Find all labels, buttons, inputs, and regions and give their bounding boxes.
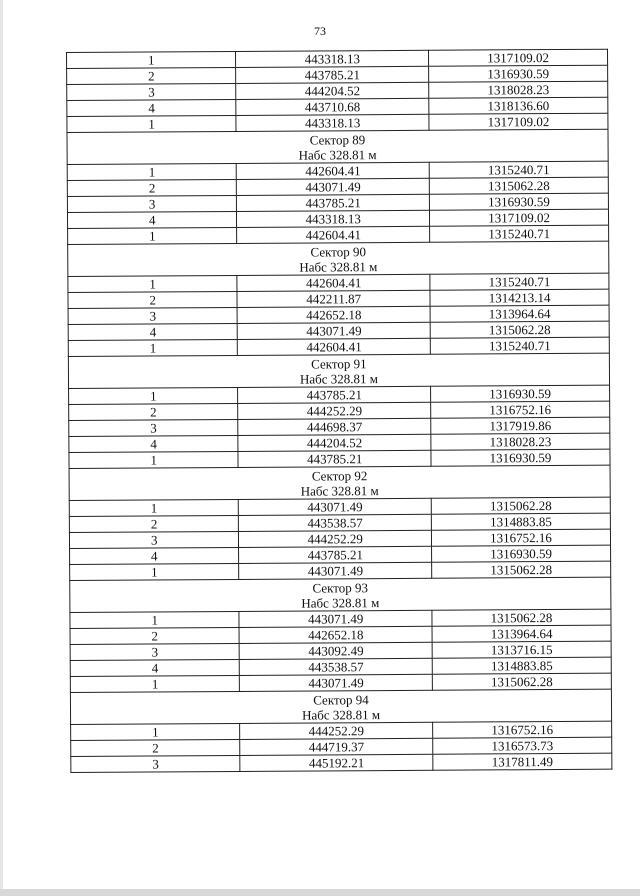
coord-y-cell: 1315240.71 xyxy=(430,225,609,242)
coord-x-cell: 442652.18 xyxy=(237,306,430,323)
point-number-cell: 3 xyxy=(71,755,241,772)
coord-y-cell: 1318028.23 xyxy=(431,433,610,450)
coord-x-cell: 443071.49 xyxy=(237,178,430,195)
point-number-cell: 3 xyxy=(67,83,237,100)
coord-x-cell: 443071.49 xyxy=(239,498,432,515)
coord-y-cell: 1315062.28 xyxy=(432,561,611,578)
point-number-cell: 1 xyxy=(68,275,238,292)
coord-y-cell: 1315062.28 xyxy=(432,673,611,690)
coord-x-cell: 443538.57 xyxy=(240,658,433,675)
coord-y-cell: 1318028.23 xyxy=(429,81,608,98)
coord-x-cell: 443318.13 xyxy=(236,114,429,131)
coord-y-cell: 1313964.64 xyxy=(432,625,611,642)
point-number-cell: 3 xyxy=(69,531,239,548)
point-number-cell: 1 xyxy=(70,611,240,628)
coord-y-cell: 1317109.02 xyxy=(430,209,609,226)
coord-x-cell: 445192.21 xyxy=(240,754,433,771)
coord-y-cell: 1316752.16 xyxy=(432,529,611,546)
coord-y-cell: 1316930.59 xyxy=(431,385,610,402)
coord-x-cell: 444698.37 xyxy=(238,418,431,435)
coord-y-cell: 1314883.85 xyxy=(432,657,611,674)
point-number-cell: 2 xyxy=(71,739,241,756)
point-number-cell: 4 xyxy=(67,211,237,228)
coord-x-cell: 444252.29 xyxy=(239,530,432,547)
coord-x-cell: 444252.29 xyxy=(240,722,433,739)
coord-x-cell: 443071.49 xyxy=(239,610,432,627)
sector-header-row xyxy=(70,577,611,612)
coord-x-cell: 444204.52 xyxy=(236,82,429,99)
sector-header-row xyxy=(68,241,609,276)
coord-x-cell: 443071.49 xyxy=(239,562,432,579)
coord-x-cell: 442211.87 xyxy=(237,290,430,307)
point-number-cell: 3 xyxy=(67,195,237,212)
coord-x-cell: 443071.49 xyxy=(238,322,431,339)
sector-height: Набс 328.81 м xyxy=(301,594,380,611)
sector-header xyxy=(70,577,611,612)
coord-x-cell: 443785.21 xyxy=(238,386,431,403)
coord-x-cell: 444204.52 xyxy=(238,434,431,451)
coord-x-cell: 443710.68 xyxy=(236,98,429,115)
sector-title: Сектор 94 xyxy=(313,691,369,708)
sector-height: Набс 328.81 м xyxy=(298,146,377,163)
point-number-cell: 1 xyxy=(67,115,237,132)
point-number-cell: 2 xyxy=(68,291,238,308)
point-number-cell: 1 xyxy=(70,563,240,580)
coord-x-cell: 443318.13 xyxy=(237,210,430,227)
coord-x-cell: 442604.41 xyxy=(237,274,430,291)
point-number-cell: 2 xyxy=(67,179,237,196)
coord-y-cell: 1315240.71 xyxy=(430,337,609,354)
point-number-cell: 3 xyxy=(69,419,239,436)
sector-header-row xyxy=(69,465,610,500)
coord-y-cell: 1316752.16 xyxy=(431,401,610,418)
sector-title: Сектор 89 xyxy=(309,131,366,148)
sector-title: Сектор 90 xyxy=(310,243,367,260)
coord-x-cell: 443092.49 xyxy=(240,642,433,659)
point-number-cell: 3 xyxy=(70,643,240,660)
point-number-cell: 4 xyxy=(69,435,239,452)
point-number-cell: 1 xyxy=(67,163,237,180)
sector-header-row xyxy=(67,129,608,164)
coord-y-cell: 1316930.59 xyxy=(429,65,608,82)
scan-bottom-edge xyxy=(0,889,640,896)
coord-y-cell: 1317109.02 xyxy=(429,113,608,130)
coord-y-cell: 1315240.71 xyxy=(430,273,609,290)
sector-header-row xyxy=(68,353,609,388)
coord-x-cell: 443538.57 xyxy=(239,514,432,531)
coord-x-cell: 442604.41 xyxy=(237,162,430,179)
sector-height: Набс 328.81 м xyxy=(301,706,381,723)
point-number-cell: 4 xyxy=(70,547,240,564)
coord-x-cell: 442652.18 xyxy=(239,626,432,643)
sector-header xyxy=(70,689,611,724)
coord-y-cell: 1315240.71 xyxy=(429,161,608,178)
coord-y-cell: 1315062.28 xyxy=(431,497,610,514)
sector-height: Набс 328.81 м xyxy=(300,482,379,499)
point-number-cell: 2 xyxy=(67,67,237,84)
coord-y-cell: 1316930.59 xyxy=(429,193,608,210)
coord-y-cell: 1317919.86 xyxy=(431,417,610,434)
coord-x-cell: 444719.37 xyxy=(240,738,433,755)
coord-y-cell: 1314213.14 xyxy=(430,289,609,306)
coord-x-cell: 443785.21 xyxy=(237,194,430,211)
point-number-cell: 3 xyxy=(68,307,238,324)
coord-y-cell: 1314883.85 xyxy=(431,513,610,530)
coord-x-cell: 443318.13 xyxy=(236,50,429,67)
point-number-cell: 1 xyxy=(69,387,239,404)
coord-y-cell: 1317109.02 xyxy=(429,49,608,66)
point-number-cell: 4 xyxy=(67,99,237,116)
sector-header xyxy=(67,129,608,164)
point-number-cell: 1 xyxy=(68,227,238,244)
coord-x-cell: 442604.41 xyxy=(238,338,431,355)
coord-x-cell: 444252.29 xyxy=(238,402,431,419)
coord-y-cell: 1316752.16 xyxy=(433,721,612,738)
sector-height: Набс 328.81 м xyxy=(299,370,379,387)
coord-y-cell: 1315062.28 xyxy=(429,177,608,194)
sector-height: Набс 328.81 м xyxy=(299,258,378,275)
coordinates-table xyxy=(66,49,612,773)
sector-header xyxy=(68,241,609,276)
coord-y-cell: 1316930.59 xyxy=(432,545,611,562)
page-number: 73 xyxy=(314,24,326,38)
sector-header xyxy=(69,465,610,500)
point-number-cell: 1 xyxy=(68,339,238,356)
point-number-cell: 2 xyxy=(69,403,239,420)
coord-x-cell: 443071.49 xyxy=(240,674,433,691)
point-number-cell: 1 xyxy=(67,51,237,68)
coord-y-cell: 1316573.73 xyxy=(433,737,612,754)
point-number-cell: 2 xyxy=(69,515,239,532)
coord-x-cell: 443785.21 xyxy=(236,66,429,83)
coord-y-cell: 1313964.64 xyxy=(430,305,609,322)
point-number-cell: 1 xyxy=(70,675,240,692)
table-row xyxy=(71,753,612,772)
point-number-cell: 2 xyxy=(70,627,240,644)
sector-header-row xyxy=(70,689,611,724)
scan-left-edge xyxy=(0,0,3,896)
coord-x-cell: 443785.21 xyxy=(239,546,432,563)
sector-title: Сектор 92 xyxy=(311,467,368,484)
coord-y-cell: 1315062.28 xyxy=(432,609,611,626)
point-number-cell: 1 xyxy=(71,723,241,740)
point-number-cell: 1 xyxy=(69,451,239,468)
sector-title: Сектор 93 xyxy=(312,579,369,596)
coord-x-cell: 443785.21 xyxy=(238,450,431,467)
coord-y-cell: 1313716.15 xyxy=(432,641,611,658)
point-number-cell: 4 xyxy=(70,659,240,676)
coordinates-table-body xyxy=(67,49,612,772)
coord-y-cell: 1316930.59 xyxy=(431,449,610,466)
point-number-cell: 1 xyxy=(69,499,239,516)
coord-y-cell: 1315062.28 xyxy=(430,321,609,338)
sector-header xyxy=(68,353,609,388)
point-number-cell: 4 xyxy=(68,323,238,340)
sector-title: Сектор 91 xyxy=(311,355,367,372)
coord-x-cell: 442604.41 xyxy=(237,226,430,243)
coord-y-cell: 1318136.60 xyxy=(429,97,608,114)
coord-y-cell: 1317811.49 xyxy=(433,753,612,770)
